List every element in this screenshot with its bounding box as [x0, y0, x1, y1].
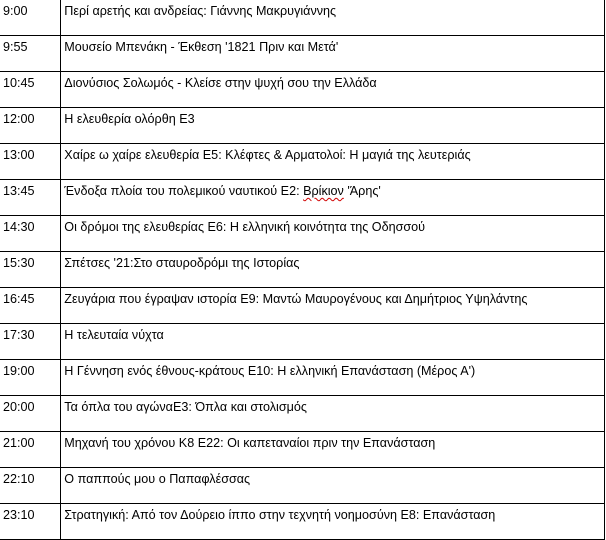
table-row — [0, 144, 605, 180]
program-title-cell: Οι δρόμοι της ελευθερίας Ε6: Η ελληνική κοινότητα της Οδησσού — [61, 216, 605, 252]
time-cell: 9:55 — [0, 36, 61, 72]
time-cell: 17:30 — [0, 324, 61, 360]
program-title-cell: Σπέτσες '21:Στο σταυροδρόμι της Ιστορίας — [61, 252, 605, 288]
program-title-cell: Η τελευταία νύχτα — [61, 324, 605, 360]
table-row — [0, 0, 605, 36]
table-row — [0, 288, 605, 324]
time-cell: 13:45 — [0, 180, 61, 216]
table-row — [0, 180, 605, 216]
table-row — [0, 468, 605, 504]
program-title-cell: Στρατηγική: Από τον Δούρειο ίππο στην τεχνητή νοημοσύνη Ε8: Επανάσταση — [61, 504, 605, 540]
time-cell: 12:00 — [0, 108, 61, 144]
time-cell: 19:00 — [0, 360, 61, 396]
table-row — [0, 396, 605, 432]
time-cell: 21:00 — [0, 432, 61, 468]
time-cell: 9:00 — [0, 0, 61, 36]
program-title-cell: Περί αρετής και ανδρείας: Γιάννης Μακρυγιάννης — [61, 0, 605, 36]
program-title-cell — [61, 180, 605, 216]
program-title-cell: Χαίρε ω χαίρε ελευθερία Ε5: Κλέφτες & Αρματολοί: Η μαγιά της λευτεριάς — [61, 144, 605, 180]
program-title-cell: Μουσείο Μπενάκη - Έκθεση '1821 Πριν και Μετά' — [61, 36, 605, 72]
time-cell: 14:30 — [0, 216, 61, 252]
program-title-cell: Ο παππούς μου ο Παπαφλέσσας — [61, 468, 605, 504]
time-cell: 23:10 — [0, 504, 61, 540]
program-title-cell: Μηχανή του χρόνου Κ8 Ε22: Οι καπεταναίοι πριν την Επανάσταση — [61, 432, 605, 468]
program-title-cell: Ζευγάρια που έγραψαν ιστορία Ε9: Μαντώ Μαυρογένους και Δημήτριος Υψηλάντης — [61, 288, 605, 324]
program-title-cell: Τα όπλα του αγώναΕ3: Όπλα και στολισμός — [61, 396, 605, 432]
table-row — [0, 360, 605, 396]
time-cell: 20:00 — [0, 396, 61, 432]
table-row — [0, 432, 605, 468]
table-row — [0, 324, 605, 360]
table-row — [0, 252, 605, 288]
title-text: Ένδοξα πλοία του πολεμικού ναυτικού Ε2: — [64, 184, 304, 198]
time-cell: 16:45 — [0, 288, 61, 324]
time-cell: 22:10 — [0, 468, 61, 504]
time-cell: 15:30 — [0, 252, 61, 288]
table-row — [0, 72, 605, 108]
table-row — [0, 216, 605, 252]
table-row — [0, 36, 605, 72]
program-title-cell: Η Γέννηση ενός έθνους-κράτους Ε10: Η ελληνική Επανάσταση (Μέρος Α') — [61, 360, 605, 396]
time-cell: 13:00 — [0, 144, 61, 180]
program-title-cell: Διονύσιος Σολωμός - Κλείσε στην ψυχή σου την Ελλάδα — [61, 72, 605, 108]
title-text: 'Άρης' — [343, 184, 381, 198]
table-row — [0, 108, 605, 144]
program-title-cell: Η ελευθερία ολόρθη Ε3 — [61, 108, 605, 144]
table-row — [0, 504, 605, 540]
time-cell: 10:45 — [0, 72, 61, 108]
spellcheck-marked-word: Βρίκιον — [303, 184, 344, 198]
